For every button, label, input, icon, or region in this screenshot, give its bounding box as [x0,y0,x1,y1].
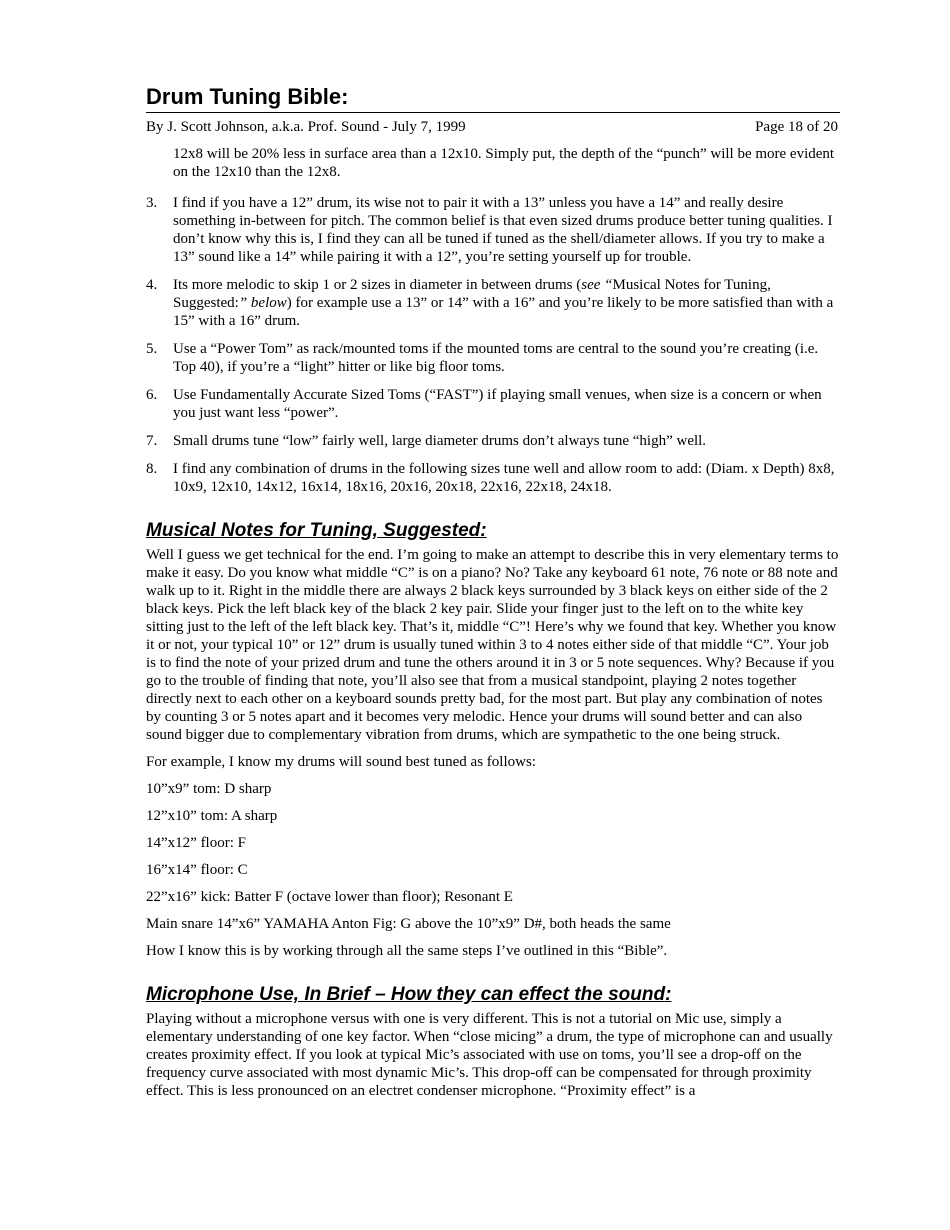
tuning-line: 12”x10” tom: A sharp [146,808,278,824]
document-title: Drum Tuning Bible: [146,84,349,109]
author-date: By J. Scott Johnson, a.k.a. Prof. Sound - July 7, 1999 [146,119,466,135]
section-heading-microphone-use: Microphone Use, In Brief – How they can effect the sound: [146,984,672,1005]
tuning-line: Main snare 14”x6” YAMAHA Anton Fig: G above the 10”x9” D#, both heads the same [146,916,671,932]
document-body [146,145,840,1109]
tuning-line: 10”x9” tom: D sharp [146,781,272,797]
list-item: 4. Its more melodic to skip 1 or 2 sizes in diameter in between drums (see “Musical Notes for Tuning, Suggested:” below) for example use a 13” or 14” with a 16” and you’re likely to be more satisfied than with a 15” with a 16” drum. [146,277,834,329]
list-item: 8. I find any combination of drums in the following sizes tune well and allow room to add: (Diam. x Depth) 8x8, 10x9, 12x10, 14x12, 16x14, 18x16, 20x16, 20x18, 22x16, 22x18, 24x18. [146,461,835,495]
tuning-line: 22”x16” kick: Batter F (octave lower than floor); Resonant E [146,889,513,905]
musical-notes-paragraph: Well I guess we get technical for the end. I’m going to make an attempt to describe this in very elementary terms to make it easy. Do you know what middle “C” is on a piano? No? Take any keyboard 61 note, 76 note or 88 note and walk up to it. Right in the middle there are always 2 black keys surrounded by 3 black keys on either side of the 2 black keys. Pick the left black key of the black 2 key pair. Slide your finger just to the left on to the white key sitting just to the left of the left black key. That’s it, middle “C”! Here’s why we found that key. Whether you know it or not, your typical 10” or 12” drum is usually tuned within 3 to 4 notes either side of that middle “C”. Your job is to find the note of your prized drum and tune the others around it in 3 or 5 note sequences. Why? Because if you go to the trouble of finding that note, you’ll also see that from a musical standpoint, playing 2 notes together directly next to each other on a keyboard sounds pretty bad, for the most part. But play any combination of notes by counting 3 or 5 notes apart and it becomes very melodic. Hence your drums will sound better and can also sound bigger due to complementary vibration from drums, which are sympathetic to the one being struck. [146,547,839,743]
list-item: 7. Small drums tune “low” fairly well, large diameter drums don’t always tune “high” well. [146,433,707,449]
byline [146,118,838,136]
tuning-line: 16”x14” floor: C [146,862,248,878]
tuning-line: 14”x12” floor: F [146,835,246,851]
page-number: Page 18 of 20 [755,119,838,135]
tuning-list [146,753,840,960]
header-rule [146,112,840,113]
continued-list-text: 12x8 will be 20% less in surface area than a 12x10. Simply put, the depth of the “punch” will be more evident on the 12x10 than the 12x8. [173,146,835,180]
list-item: 5. Use a “Power Tom” as rack/mounted toms if the mounted toms are central to the sound you’re creating (i.e. Top 40), if you’re a “light” hitter or like big floor toms. [146,341,819,375]
section-heading-musical-notes: Musical Notes for Tuning, Suggested: [146,520,487,541]
tuning-line: How I know this is by working through all the same steps I’ve outlined in this “Bible”. [146,943,668,959]
list-item: 6. Use Fundamentally Accurate Sized Toms (“FAST”) if playing small venues, when size is a concern or when you just want less “power”. [146,387,822,421]
microphone-paragraph: Playing without a microphone versus with one is very different. This is not a tutorial on Mic use, simply a elementary understanding of one key factor. When “close micing” a drum, the type of microphone can and usually creates proximity effect. If you look at typical Mic’s associated with use on toms, you’ll see a drop-off on the frequency curve associated with most dynamic Mic’s. This drop-off can be compensated for through proximity effect. This is less pronounced on an electret condenser microphone. “Proximity effect” is a [146,1011,833,1099]
list-item: 3. I find if you have a 12” drum, its wise not to pair it with a 13” unless you have a 14” and really desire something in-between for pitch. The common belief is that even sized drums produce better tuning qualities. I don’t know why this is, I find they can all be tuned if tuned as the shell/diameter allows. If you try to make a 13” sound like a 14” while pairing it with a 12”, you’re setting yourself up for trouble. [146,195,833,265]
numbered-list [146,194,840,496]
tuning-line: For example, I know my drums will sound best tuned as follows: [146,754,536,770]
